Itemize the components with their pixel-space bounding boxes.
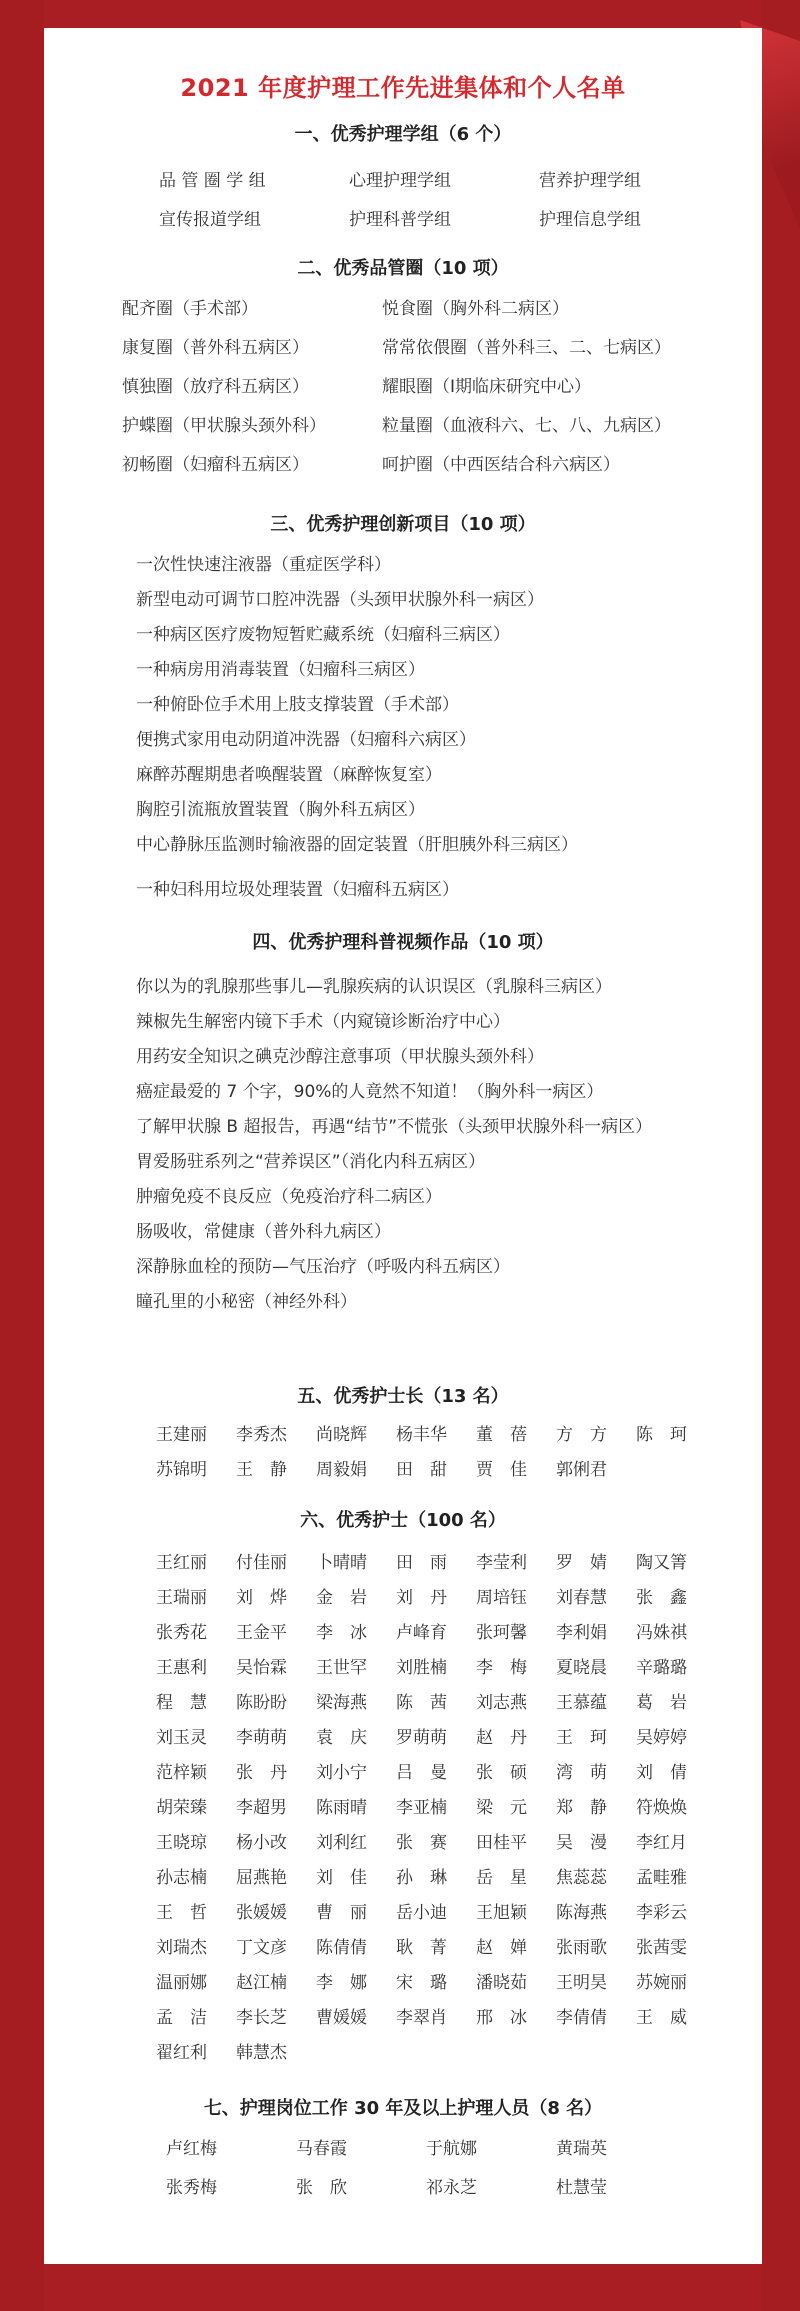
name-item: 王明昊: [556, 1973, 607, 1993]
list-item: 辣椒先生解密内镜下手术（内窥镜诊断治疗中心）: [136, 1012, 510, 1032]
name-item: 夏晓晨: [556, 1658, 607, 1678]
section-5-heading: 五、优秀护士长（13 名）: [297, 1386, 509, 1407]
name-item: 刘小宁: [316, 1763, 367, 1783]
name-item: 张 鑫: [636, 1588, 687, 1608]
list-item: 心理护理学组: [349, 171, 451, 191]
name-item: 吴婷婷: [636, 1728, 687, 1748]
name-item: 张雨歌: [556, 1938, 607, 1958]
name-item: 张秀梅: [166, 2178, 217, 2198]
name-item: 刘胜楠: [396, 1658, 447, 1678]
name-item: 王世罕: [316, 1658, 367, 1678]
section-3-heading: 三、优秀护理创新项目（10 项）: [270, 514, 536, 535]
name-item: 吴怡霖: [236, 1658, 287, 1678]
name-item: 张 欣: [296, 2178, 347, 2198]
list-item: 新型电动可调节口腔冲洗器（头颈甲状腺外科一病区）: [136, 590, 544, 610]
name-item: 周培钰: [476, 1588, 527, 1608]
name-item: 曹媛媛: [316, 2008, 367, 2028]
name-item: 田桂平: [476, 1833, 527, 1853]
name-item: 岳 星: [476, 1868, 527, 1888]
name-item: 王 珂: [556, 1728, 607, 1748]
name-item: 尚晓辉: [316, 1425, 367, 1445]
right-border: [762, 0, 800, 2311]
name-item: 刘玉灵: [156, 1728, 207, 1748]
name-item: 张 丹: [236, 1763, 287, 1783]
name-item: 陈 珂: [636, 1425, 687, 1445]
list-item: 一种病房用消毒装置（妇瘤科三病区）: [136, 660, 425, 680]
name-item: 王惠利: [156, 1658, 207, 1678]
section-6-names: [156, 1548, 716, 2063]
name-item: 卜晴晴: [316, 1553, 367, 1573]
list-item: 品 管 圈 学 组: [159, 171, 266, 191]
section-4-list: [136, 970, 736, 1320]
list-item: 慎独圈（放疗科五病区）: [122, 377, 309, 397]
name-item: 耿 菁: [396, 1938, 447, 1958]
name-item: 王 哲: [156, 1903, 207, 1923]
name-item: 刘春慧: [556, 1588, 607, 1608]
name-item: 于航娜: [426, 2139, 477, 2159]
name-item: 李彩云: [636, 1903, 687, 1923]
name-item: 田 甜: [396, 1460, 447, 1480]
list-item: 康复圈（普外科五病区）: [122, 338, 309, 358]
name-item: 王瑞丽: [156, 1588, 207, 1608]
name-item: 王 静: [236, 1460, 287, 1480]
name-item: 张秀花: [156, 1623, 207, 1643]
list-item: 瞳孔里的小秘密（神经外科）: [136, 1292, 357, 1312]
name-item: 李萌萌: [236, 1728, 287, 1748]
list-item: 了解甲状腺 B 超报告，再遇“结节”不慌张（头颈甲状腺外科一病区）: [136, 1117, 653, 1137]
list-item: 护理信息学组: [539, 210, 641, 230]
name-item: 王旭颖: [476, 1903, 527, 1923]
name-item: 刘 丹: [396, 1588, 447, 1608]
name-item: 王红丽: [156, 1553, 207, 1573]
name-item: 孟畦雅: [636, 1868, 687, 1888]
name-item: 李翠肖: [396, 2008, 447, 2028]
name-item: 陈盼盼: [236, 1693, 287, 1713]
list-item: 一次性快速注液器（重症医学科）: [136, 555, 391, 575]
name-item: 翟红利: [156, 2043, 207, 2063]
name-item: 郑 静: [556, 1798, 607, 1818]
name-item: 郭俐君: [556, 1460, 607, 1480]
name-item: 李超男: [236, 1798, 287, 1818]
name-item: 刘瑞杰: [156, 1938, 207, 1958]
name-item: 孟 洁: [156, 2008, 207, 2028]
name-item: 宋 璐: [396, 1973, 447, 1993]
list-item: 护理科普学组: [349, 210, 451, 230]
name-item: 刘 烨: [236, 1588, 287, 1608]
section-7-names: [166, 2134, 726, 2198]
name-item: 韩慧杰: [236, 2043, 287, 2063]
name-item: 罗 婧: [556, 1553, 607, 1573]
list-item: 粒量圈（血液科六、七、八、九病区）: [382, 416, 671, 436]
name-item: 王慕蕴: [556, 1693, 607, 1713]
name-item: 王晓琼: [156, 1833, 207, 1853]
list-item: 护蝶圈（甲状腺头颈外科）: [122, 416, 326, 436]
name-item: 杨丰华: [396, 1425, 447, 1445]
list-item: 肿瘤免疫不良反应（免疫治疗科二病区）: [136, 1187, 442, 1207]
name-item: 李秀杰: [236, 1425, 287, 1445]
name-item: 王建丽: [156, 1425, 207, 1445]
name-item: 范梓颖: [156, 1763, 207, 1783]
name-item: 吴 漫: [556, 1833, 607, 1853]
name-item: 刘 倩: [636, 1763, 687, 1783]
section-3-list: [136, 548, 736, 908]
name-item: 曹 丽: [316, 1903, 367, 1923]
name-item: 辛璐璐: [636, 1658, 687, 1678]
name-item: 张 赛: [396, 1833, 447, 1853]
name-item: 孙志楠: [156, 1868, 207, 1888]
name-item: 潘晓茹: [476, 1973, 527, 1993]
name-item: 张茜雯: [636, 1938, 687, 1958]
name-item: 陈海燕: [556, 1903, 607, 1923]
name-item: 刘志燕: [476, 1693, 527, 1713]
name-item: 黄瑞英: [556, 2139, 607, 2159]
name-item: 温丽娜: [156, 1973, 207, 1993]
list-item: 配齐圈（手术部）: [122, 299, 258, 319]
name-item: 赵 婵: [476, 1938, 527, 1958]
name-item: 苏婉丽: [636, 1973, 687, 1993]
section-2-heading: 二、优秀品管圈（10 项）: [297, 258, 509, 279]
name-item: 付佳丽: [236, 1553, 287, 1573]
name-item: 李长芝: [236, 2008, 287, 2028]
name-item: 陈雨晴: [316, 1798, 367, 1818]
name-item: 王 威: [636, 2008, 687, 2028]
section-5-names: [156, 1420, 716, 1480]
list-item: 胸腔引流瓶放置装置（胸外科五病区）: [136, 800, 425, 820]
name-item: 李亚楠: [396, 1798, 447, 1818]
name-item: 李利娟: [556, 1623, 607, 1643]
section-1-heading: 一、优秀护理学组（6 个）: [294, 124, 512, 145]
name-item: 周毅娟: [316, 1460, 367, 1480]
name-item: 程 慧: [156, 1693, 207, 1713]
list-item: 用药安全知识之碘克沙醇注意事项（甲状腺头颈外科）: [136, 1047, 544, 1067]
name-item: 陈倩倩: [316, 1938, 367, 1958]
list-item: 肠吸收，常健康（普外科九病区）: [136, 1222, 391, 1242]
name-item: 梁 元: [476, 1798, 527, 1818]
name-item: 李 娜: [316, 1973, 367, 1993]
list-item: 癌症最爱的 7 个字，90%的人竟然不知道！（胸外科一病区）: [136, 1082, 604, 1102]
name-item: 陈 茜: [396, 1693, 447, 1713]
name-item: 卢峰育: [396, 1623, 447, 1643]
document-paper: [44, 28, 762, 2264]
name-item: 张 硕: [476, 1763, 527, 1783]
name-item: 丁文彦: [236, 1938, 287, 1958]
section-1-list: [159, 166, 699, 230]
list-item: 深静脉血栓的预防—气压治疗（呼吸内科五病区）: [136, 1257, 510, 1277]
name-item: 卢红梅: [166, 2139, 217, 2159]
name-item: 苏锦明: [156, 1460, 207, 1480]
name-item: 李红月: [636, 1833, 687, 1853]
name-item: 田 雨: [396, 1553, 447, 1573]
name-item: 贾 佳: [476, 1460, 527, 1480]
list-item: 一种病区医疗废物短暂贮藏系统（妇瘤科三病区）: [136, 625, 510, 645]
section-4-heading: 四、优秀护理科普视频作品（10 项）: [252, 932, 554, 953]
list-item: 呵护圈（中西医结合科六病区）: [382, 455, 620, 475]
name-item: 屈燕艳: [236, 1868, 287, 1888]
name-item: 李倩倩: [556, 2008, 607, 2028]
name-item: 李 梅: [476, 1658, 527, 1678]
name-item: 马春霞: [296, 2139, 347, 2159]
list-item: 你以为的乳腺那些事儿—乳腺疾病的认识误区（乳腺科三病区）: [136, 977, 612, 997]
section-6-heading: 六、优秀护士（100 名）: [300, 1510, 506, 1531]
section-7-heading: 七、护理岗位工作 30 年及以上护理人员（8 名）: [203, 2098, 603, 2119]
name-item: 张媛媛: [236, 1903, 287, 1923]
name-item: 梁海燕: [316, 1693, 367, 1713]
name-item: 袁 庆: [316, 1728, 367, 1748]
document-title: 2021 年度护理工作先进集体和个人名单: [180, 74, 626, 102]
name-item: 胡荣臻: [156, 1798, 207, 1818]
name-item: 冯姝祺: [636, 1623, 687, 1643]
list-item: 初畅圈（妇瘤科五病区）: [122, 455, 309, 475]
list-item: 悦食圈（胸外科二病区）: [382, 299, 569, 319]
name-item: 葛 岩: [636, 1693, 687, 1713]
name-item: 杨小改: [236, 1833, 287, 1853]
name-item: 符焕焕: [636, 1798, 687, 1818]
name-item: 金 岩: [316, 1588, 367, 1608]
name-item: 张珂馨: [476, 1623, 527, 1643]
name-item: 刘利红: [316, 1833, 367, 1853]
name-item: 岳小迪: [396, 1903, 447, 1923]
list-item: 胃爱肠驻系列之“营养误区”（消化内科五病区）: [136, 1152, 486, 1172]
name-item: 湾 萌: [556, 1763, 607, 1783]
list-item: 麻醉苏醒期患者唤醒装置（麻醉恢复室）: [136, 765, 442, 785]
name-item: 吕 曼: [396, 1763, 447, 1783]
name-item: 赵江楠: [236, 1973, 287, 1993]
name-item: 李 冰: [316, 1623, 367, 1643]
list-item: 营养护理学组: [539, 171, 641, 191]
left-border: [0, 0, 44, 2311]
list-item: 中心静脉压监测时输液器的固定装置（肝胆胰外科三病区）: [136, 835, 578, 855]
list-item: 耀眼圈（Ⅰ期临床研究中心）: [382, 377, 592, 397]
list-item: 常常依偎圈（普外科三、二、七病区）: [382, 338, 671, 358]
name-item: 孙 琳: [396, 1868, 447, 1888]
name-item: 邢 冰: [476, 2008, 527, 2028]
name-item: 罗萌萌: [396, 1728, 447, 1748]
name-item: 陶又箐: [636, 1553, 687, 1573]
name-item: 方 方: [556, 1425, 607, 1445]
name-item: 刘 佳: [316, 1868, 367, 1888]
list-item: 便携式家用电动阴道冲洗器（妇瘤科六病区）: [136, 730, 476, 750]
name-item: 焦蕊蕊: [556, 1868, 607, 1888]
name-item: 杜慧莹: [556, 2178, 607, 2198]
section-2-list: [122, 294, 742, 475]
name-item: 祁永芝: [426, 2178, 477, 2198]
list-item: 一种妇科用垃圾处理装置（妇瘤科五病区）: [136, 880, 459, 900]
list-item: 宣传报道学组: [159, 210, 261, 230]
name-item: 董 蓓: [476, 1425, 527, 1445]
name-item: 王金平: [236, 1623, 287, 1643]
list-item: 一种俯卧位手术用上肢支撑装置（手术部）: [136, 695, 459, 715]
name-item: 李莹利: [476, 1553, 527, 1573]
name-item: 赵 丹: [476, 1728, 527, 1748]
